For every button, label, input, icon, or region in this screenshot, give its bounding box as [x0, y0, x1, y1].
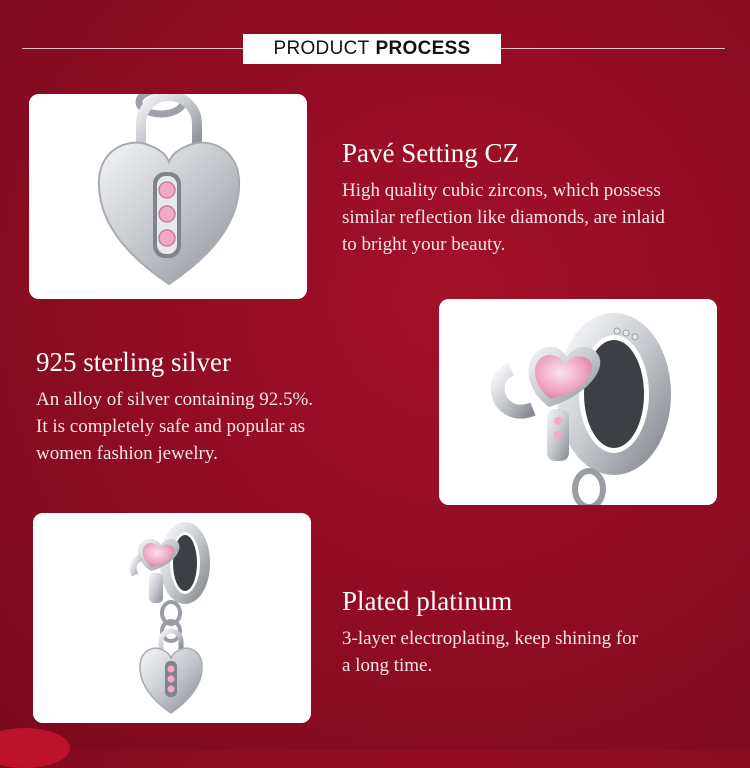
- section-title-regular: PRODUCT: [273, 38, 370, 59]
- header-rule-right: [500, 48, 725, 49]
- section-title: [243, 34, 501, 64]
- section-title-bold: PROCESS: [375, 38, 471, 59]
- heart-charm-closeup-image: [439, 299, 717, 505]
- photo-full-charm: [33, 513, 311, 723]
- feature-description-line: a long time.: [342, 655, 433, 676]
- feature-description-line: women fashion jewelry.: [36, 443, 218, 464]
- decorative-corner-shape: [0, 728, 70, 768]
- feature-description-line: similar reflection like diamonds, are inlaid: [342, 207, 665, 228]
- feature-description-line: 3-layer electroplating, keep shining for: [342, 628, 638, 649]
- feature-description: [342, 625, 722, 679]
- feature-description-line: to bright your beauty.: [342, 234, 506, 255]
- feature-title: Pavé Setting CZ: [342, 138, 519, 168]
- heart-lock-closeup-image: [29, 94, 307, 299]
- full-charm-image: [33, 513, 311, 723]
- feature-title: Plated platinum: [342, 586, 513, 616]
- feature-plated-platinum: [342, 585, 722, 679]
- feature-pave-setting: [342, 137, 737, 258]
- feature-sterling-silver: [36, 346, 416, 467]
- feature-description-line: High quality cubic zircons, which possess: [342, 180, 661, 201]
- feature-title: 925 sterling silver: [36, 347, 231, 377]
- photo-heart-lock-closeup: [29, 94, 307, 299]
- feature-description-line: An alloy of silver containing 92.5%.: [36, 389, 314, 410]
- feature-description-line: It is completely safe and popular as: [36, 416, 306, 437]
- photo-heart-charm-closeup: [439, 299, 717, 505]
- feature-description: [36, 386, 416, 467]
- header-rule-left: [22, 48, 244, 49]
- feature-description: [342, 177, 737, 258]
